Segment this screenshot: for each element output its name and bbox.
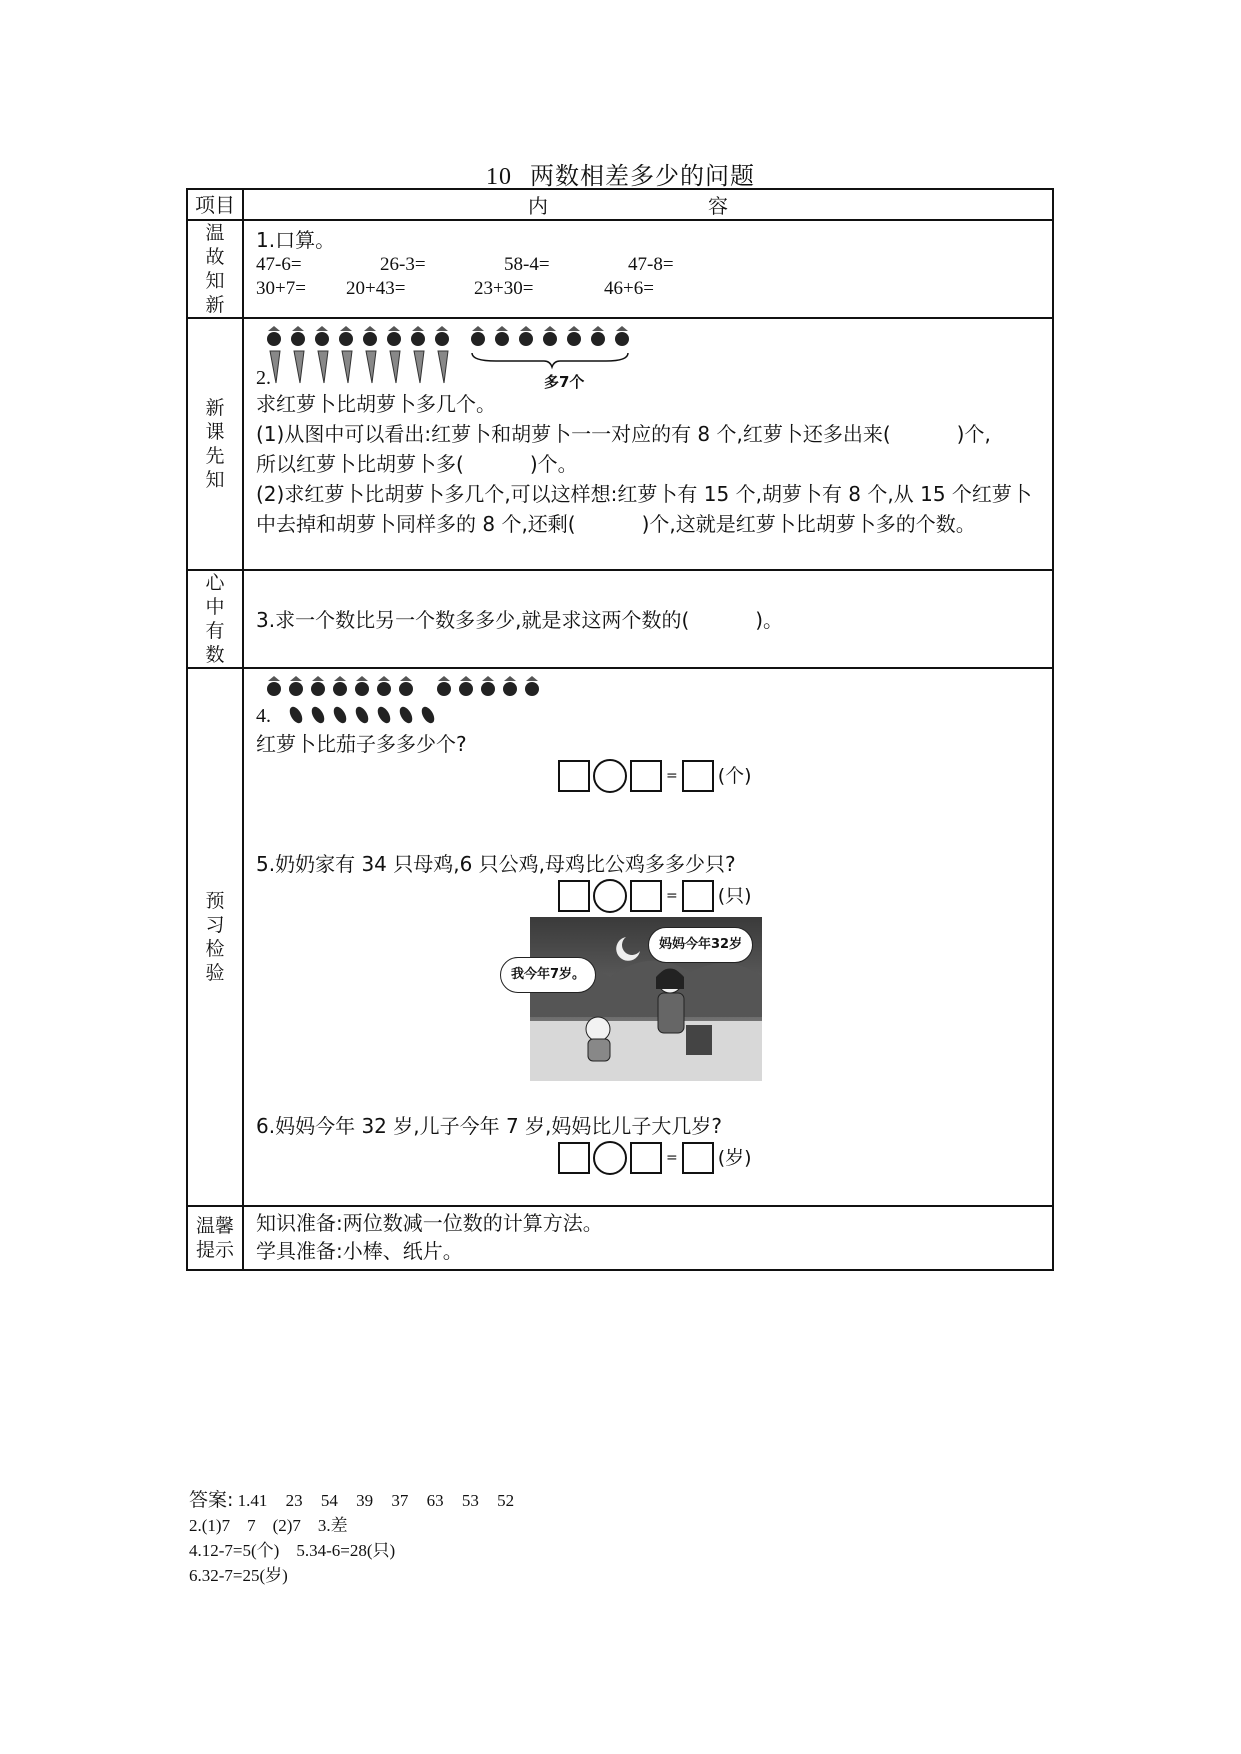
new-lesson-content bbox=[243, 318, 1053, 570]
q6-equation bbox=[558, 1141, 1042, 1175]
row-tips bbox=[187, 1206, 1053, 1270]
calc-item: 47-8= bbox=[628, 254, 674, 275]
q2-part1-cont: 所以红萝卜比胡萝卜多( )个。 bbox=[256, 452, 578, 476]
answer-box[interactable] bbox=[682, 1142, 714, 1174]
answer-value: 37 bbox=[391, 1491, 409, 1510]
q4-number: 4. bbox=[256, 705, 271, 727]
brace-icon bbox=[472, 353, 628, 367]
label-tips: 温馨提示 bbox=[187, 1206, 243, 1270]
answer-box[interactable] bbox=[630, 880, 662, 912]
q5-question: 5.奶奶家有 34 只母鸡,6 只公鸡,母鸡比公鸡多多少只? bbox=[256, 852, 736, 876]
answer-value: 53 bbox=[461, 1491, 479, 1510]
answer-line-2: 2.(1)7 7 (2)7 3.差 bbox=[189, 1516, 348, 1535]
q2-question: 求红萝卜比胡萝卜多几个。 bbox=[256, 392, 496, 416]
keypoint-content: 3.求一个数比另一个数多多少,就是求这两个数的( )。 bbox=[243, 570, 1053, 668]
header-content: 内 容 bbox=[243, 189, 1053, 220]
q4-unit: (个) bbox=[717, 765, 752, 787]
operator-circle[interactable] bbox=[593, 759, 627, 793]
calc-item: 23+30= bbox=[474, 278, 534, 299]
answer-value: 63 bbox=[426, 1491, 444, 1510]
answer-value: 52 bbox=[497, 1491, 515, 1510]
label-preview: 预习检验 bbox=[187, 668, 243, 1206]
equals-sign-icon: = bbox=[666, 1150, 678, 1166]
q6-unit: (岁) bbox=[717, 1147, 752, 1169]
q5-equation bbox=[558, 879, 1042, 913]
label-keypoint: 心中有数 bbox=[187, 570, 243, 668]
mother-speech-bubble: 妈妈今年32岁 bbox=[648, 927, 753, 963]
worksheet-title bbox=[0, 156, 1241, 191]
answer-box[interactable] bbox=[558, 880, 590, 912]
answer-box[interactable] bbox=[630, 1142, 662, 1174]
lesson-number: 10 bbox=[486, 164, 512, 190]
q6-question: 6.妈妈今年 32 岁,儿子今年 7 岁,妈妈比儿子大几岁? bbox=[256, 1114, 723, 1138]
header-item: 项目 bbox=[187, 189, 243, 220]
table-header-row bbox=[187, 189, 1053, 220]
answer-value: 54 bbox=[320, 1491, 338, 1510]
label-new-lesson: 新课先知 bbox=[187, 318, 243, 570]
answer-line-4: 6.32-7=25(岁) bbox=[189, 1566, 288, 1585]
radish-eggplant-icon bbox=[256, 675, 576, 729]
q4-equation bbox=[558, 759, 1042, 793]
q1-title: 1.口算。 bbox=[256, 228, 336, 252]
calc-item: 30+7= bbox=[256, 278, 306, 299]
radish-eggplant-illustration bbox=[256, 675, 1042, 729]
q3-text: 3.求一个数比另一个数多多少,就是求这两个数的( bbox=[256, 608, 690, 632]
answer-key bbox=[189, 1488, 514, 1588]
tip-tools: 学具准备:小棒、纸片。 bbox=[256, 1239, 463, 1263]
equals-sign-icon: = bbox=[666, 888, 678, 904]
calc-item: 58-4= bbox=[504, 254, 550, 275]
worksheet-table bbox=[186, 188, 1054, 1271]
calc-row-1 bbox=[256, 253, 1042, 277]
child-speech-bubble: 我今年7岁。 bbox=[500, 957, 596, 993]
answer-value: 23 bbox=[285, 1491, 303, 1510]
answer-line-3: 4.12-7=5(个) 5.34-6=28(只) bbox=[189, 1541, 396, 1560]
tips-content bbox=[243, 1206, 1053, 1270]
row-review bbox=[187, 220, 1053, 318]
lesson-title: 两数相差多少的问题 bbox=[530, 162, 755, 190]
answer-box[interactable] bbox=[682, 880, 714, 912]
review-content bbox=[243, 220, 1053, 318]
q2-part2: (2)求红萝卜比胡萝卜多几个,可以这样想:红萝卜有 15 个,胡萝卜有 8 个,从 15 个红萝卜中去掉和胡萝卜同样多的 8 个,还剩( )个,这就是红萝卜比胡萝卜多的个数。 bbox=[256, 482, 1032, 536]
tip-knowledge: 知识准备:两位数减一位数的计算方法。 bbox=[256, 1211, 603, 1235]
preview-content bbox=[243, 668, 1053, 1206]
row-keypoint bbox=[187, 570, 1053, 668]
answer-line-1 bbox=[189, 1488, 514, 1513]
answer-box[interactable] bbox=[558, 1142, 590, 1174]
equals-sign-icon: = bbox=[666, 768, 678, 784]
answer-box[interactable] bbox=[682, 760, 714, 792]
answer-box[interactable] bbox=[630, 760, 662, 792]
answer-value: 1.41 bbox=[237, 1491, 268, 1510]
radish-carrot-illustration bbox=[256, 325, 676, 389]
q5-unit: (只) bbox=[717, 885, 752, 907]
calc-item: 26-3= bbox=[380, 254, 426, 275]
brace-label: 多7个 bbox=[544, 373, 585, 391]
calc-item: 46+6= bbox=[604, 278, 654, 299]
row-preview bbox=[187, 668, 1053, 1206]
mother-son-illustration bbox=[511, 917, 762, 1081]
carrots-illustration bbox=[256, 325, 1042, 389]
answer-label: 答案: bbox=[189, 1489, 234, 1511]
operator-circle[interactable] bbox=[593, 879, 627, 913]
q2-number: 2. bbox=[256, 367, 271, 389]
operator-circle[interactable] bbox=[593, 1141, 627, 1175]
answer-box[interactable] bbox=[558, 760, 590, 792]
calc-item: 20+43= bbox=[346, 278, 406, 299]
row-new-lesson bbox=[187, 318, 1053, 570]
calc-row-2 bbox=[256, 277, 1042, 301]
answer-value: 39 bbox=[356, 1491, 374, 1510]
label-review: 温故知新 bbox=[187, 220, 243, 318]
calc-item: 47-6= bbox=[256, 254, 302, 275]
q2-part1: (1)从图中可以看出:红萝卜和胡萝卜一一对应的有 8 个,红萝卜还多出来( )个, bbox=[256, 422, 991, 446]
q4-question: 红萝卜比茄子多多少个? bbox=[256, 732, 467, 756]
